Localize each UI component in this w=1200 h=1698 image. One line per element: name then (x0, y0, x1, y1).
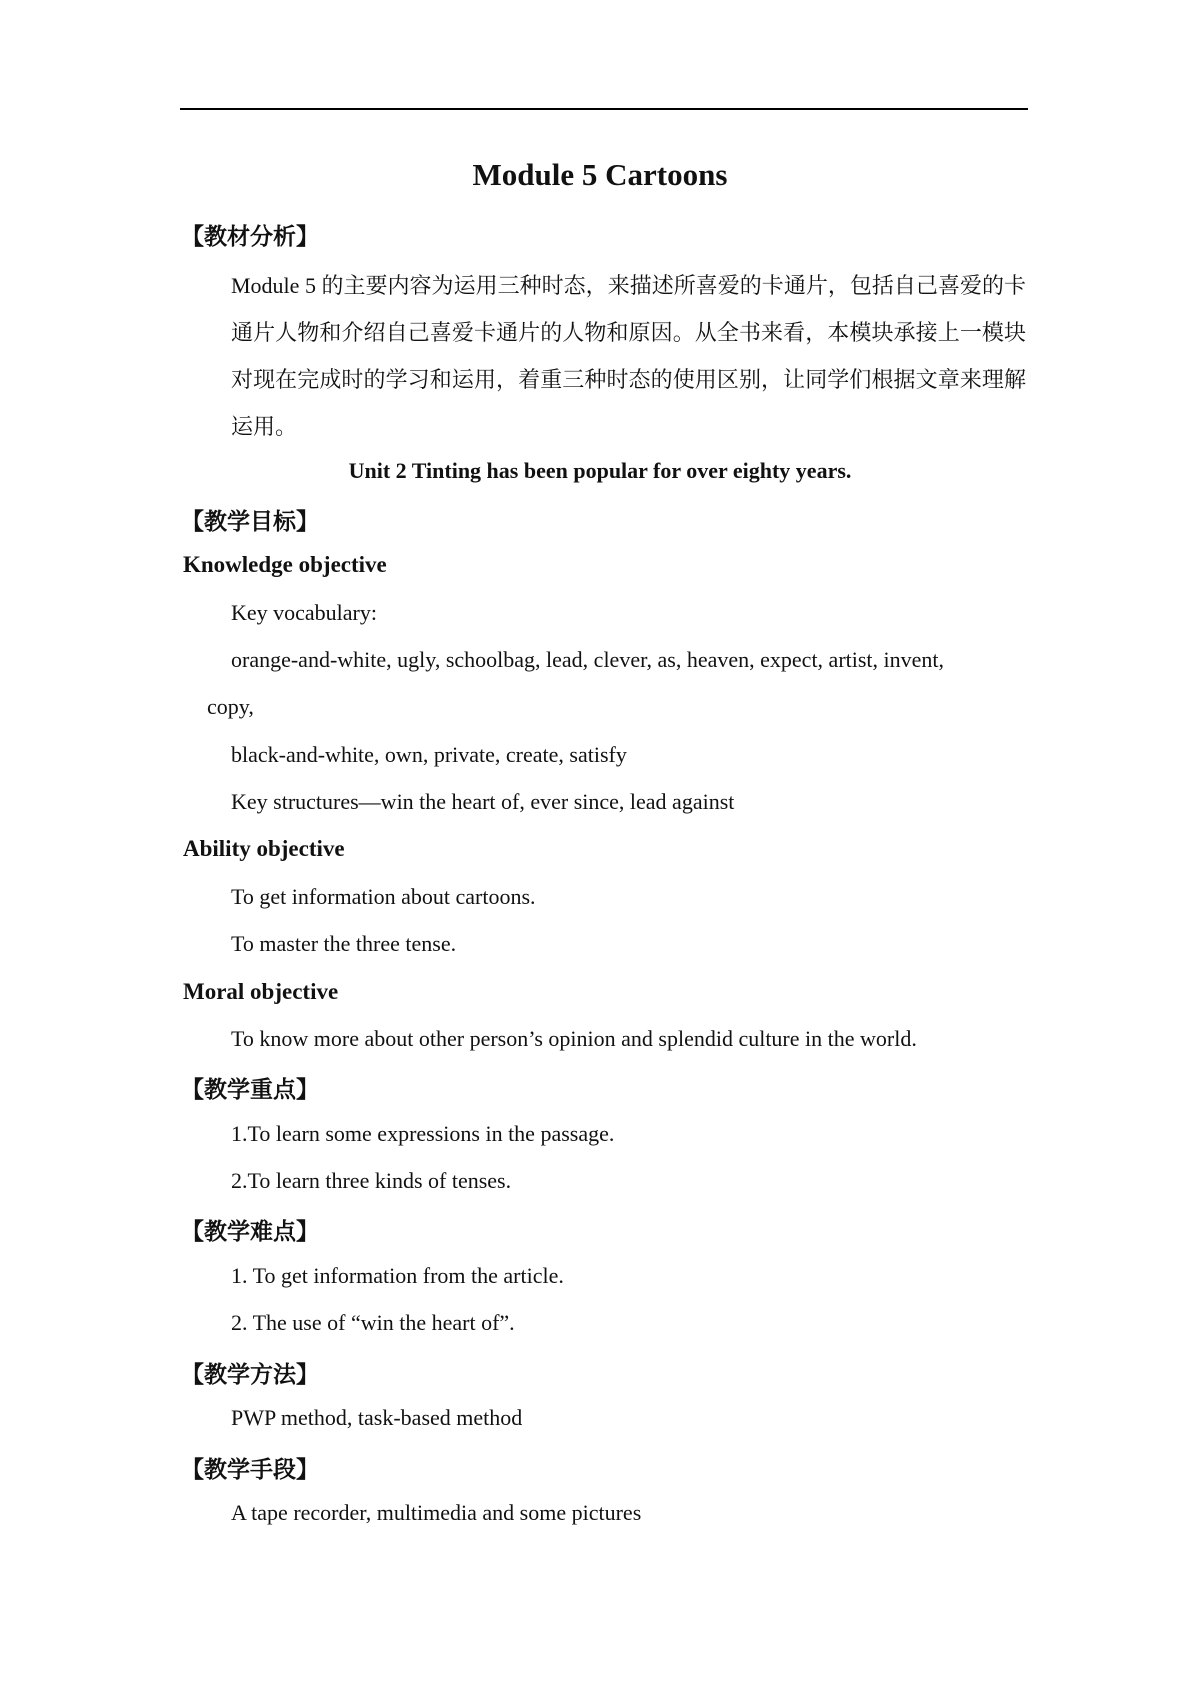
methods-line: PWP method, task-based method (231, 1405, 523, 1430)
key-vocabulary-label: Key vocabulary: (231, 600, 377, 625)
knowledge-objective-heading: Knowledge objective (183, 552, 387, 577)
header-rule (180, 108, 1028, 110)
heading-analysis: 【教材分析】 (181, 224, 319, 250)
heading-means: 【教学手段】 (181, 1457, 319, 1483)
heading-key-points: 【教学重点】 (181, 1077, 319, 1103)
ability-line: To master the three tense. (231, 931, 457, 956)
difficulty-item: 1. To get information from the article. (231, 1263, 564, 1288)
analysis-paragraph: Module 5 的主要内容为运用三种时态，来描述所喜爱的卡通片，包括自己喜爱的卡通片人物和介绍自己喜爱卡通片的人物和原因。从全书来看，本模块承接上一模块对现在完成时的学习和运用，着重三种时态的使用区别，让同学们根据文章来理解运用。 (231, 273, 1026, 439)
moral-objective-heading: Moral objective (183, 979, 339, 1004)
vocabulary-line: orange-and-white, ugly, schoolbag, lead, clever, as, heaven, expect, artist, invent, (231, 647, 945, 672)
moral-line: To know more about other person’s opinion and splendid culture in the world. (231, 1026, 917, 1051)
difficulty-item: 2. The use of “win the heart of”. (231, 1310, 515, 1335)
page-title: Module 5 Cartoons (472, 157, 728, 192)
vocabulary-line: black-and-white, own, private, create, satisfy (231, 742, 627, 767)
key-point-item: 2.To learn three kinds of tenses. (231, 1168, 512, 1193)
key-point-item: 1.To learn some expressions in the passage. (231, 1121, 615, 1146)
ability-objective-heading: Ability objective (183, 836, 345, 861)
heading-difficulties: 【教学难点】 (181, 1219, 319, 1245)
key-structures-line: Key structures—win the heart of, ever since, lead against (231, 789, 735, 814)
heading-methods: 【教学方法】 (181, 1362, 319, 1388)
ability-line: To get information about cartoons. (231, 884, 536, 909)
unit-title: Unit 2 Tinting has been popular for over eighty years. (348, 458, 852, 483)
heading-goals: 【教学目标】 (181, 509, 319, 535)
vocabulary-line: copy, (207, 694, 254, 719)
means-line: A tape recorder, multimedia and some pictures (231, 1500, 642, 1525)
